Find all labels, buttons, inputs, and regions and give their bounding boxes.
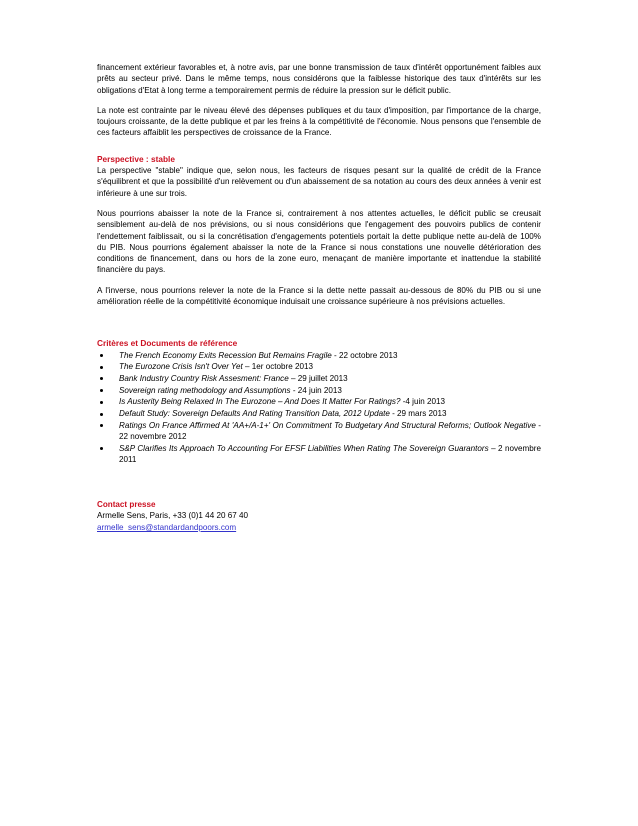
- reference-title: Ratings On France Affirmed At 'AA+/A-1+' On Commitment To Budgetary And Structural Reforms; Outlook Negative: [119, 420, 536, 430]
- paragraph-downgrade-scenario: Nous pourrions abaisser la note de la France si, contrairement à nos attentes actuelles, le déficit public se creusait sensiblement au-delà de nos prévisions, ou si nous considérions que l'engagement des pouvoirs publics de contenir l'endettement faiblissait, ou si la concrétisation d'engagements potentiels portait la dette publique nette au-delà de 100% du PIB. Nous pourrions également abaisser la note de la France si nous constations une nouvelle détérioration des conditions de financement, dans ou hors de la zone euro, menaçant de manière importante et inattendue la stabilité financière du pays.: [97, 208, 541, 275]
- reference-date: - 22 novembre 2012: [119, 420, 541, 442]
- bullet-icon: [100, 401, 103, 404]
- heading-contact-presse: Contact presse: [97, 500, 156, 510]
- reference-title: Is Austerity Being Relaxed In The Eurozone – And Does It Matter For Ratings?: [119, 397, 401, 407]
- reference-date: – 1er octobre 2013: [242, 362, 313, 372]
- contact-block: [97, 499, 541, 533]
- reference-date: – 29 juillet 2013: [288, 374, 348, 384]
- spacer: [97, 316, 541, 338]
- bullet-icon: [100, 354, 103, 357]
- reference-list: [97, 350, 541, 466]
- bullet-icon: [100, 447, 103, 450]
- list-item: [97, 385, 541, 396]
- reference-date: - 22 octobre 2013: [331, 350, 398, 360]
- spacer: [97, 466, 541, 488]
- list-item: [97, 350, 541, 361]
- paragraph-upgrade-scenario: A l'inverse, nous pourrions relever la note de la France si la dette nette passait au-dessous de 80% du PIB ou si une amélioration réelle de la compétitivité économique induisait une croissance supérieure à nos prévisions actuelles.: [97, 285, 541, 307]
- paragraph-outlook-definition: La perspective "stable" indique que, selon nous, les facteurs de risques pesant sur la qualité de crédit de la France s'équilibrent et que la possibilité d'un relèvement ou d'un abaissement de sa notation au cours des deux années à venir est inférieure à une sur trois.: [97, 166, 541, 198]
- list-item: [97, 396, 541, 407]
- reference-title: Bank Industry Country Risk Assesment: France: [119, 374, 289, 384]
- list-item: [97, 373, 541, 384]
- spacer: [97, 488, 541, 499]
- list-item: [97, 443, 541, 466]
- heading-criteres-documents: Critères et Documents de référence: [97, 338, 238, 349]
- list-item: [97, 420, 541, 443]
- reference-date: - 24 juin 2013: [290, 385, 342, 395]
- paragraph-intro-continuation: financement extérieur favorables et, à notre avis, par une bonne transmission de taux d'intérêt opportunément faibles aux prêts au secteur privé. Dans le même temps, nous considérons que la faiblesse historique des taux d'intérêts sur les obligations d'Etat à long terme a temporairement permis de réduire la pression sur le déficit public.: [97, 63, 541, 95]
- reference-title: Default Study: Sovereign Defaults And Rating Transition Data, 2012 Update: [119, 409, 390, 419]
- bullet-icon: [100, 377, 103, 380]
- reference-date: - 29 mars 2013: [389, 409, 447, 419]
- reference-title: The French Economy Exits Recession But Remains Fragile: [119, 350, 332, 360]
- reference-title: Sovereign rating methodology and Assumptions: [119, 385, 291, 395]
- reference-title: The Eurozone Crisis Isn't Over Yet: [119, 362, 243, 372]
- reference-title: S&P Clarifies Its Approach To Accounting For EFSF Liabilities When Rating The Sovereign Guarantors: [119, 443, 489, 453]
- reference-date: – 2 novembre 2011: [119, 443, 541, 465]
- bullet-icon: [100, 366, 103, 369]
- heading-perspective-stable: Perspective : stable: [97, 153, 175, 164]
- list-item: [97, 408, 541, 419]
- contact-name-phone: Armelle Sens, Paris, +33 (0)1 44 20 67 40: [97, 511, 248, 521]
- bullet-icon: [100, 424, 103, 427]
- bullet-icon: [100, 413, 103, 416]
- bullet-icon: [100, 389, 103, 392]
- paragraph-rating-constraints: La note est contrainte par le niveau élevé des dépenses publiques et du taux d'imposition, par l'importance de la charge, toujours croissante, de la dette publique et par les freins à la compétitivité de l'économie. Nous pensons que l'ensemble de ces facteurs affaiblit les perspectives de croissance de la France.: [97, 105, 541, 138]
- document-content-column: [97, 62, 541, 533]
- contact-email-link[interactable]: armelle_sens@standardandpoors.com: [97, 522, 237, 532]
- list-item: [97, 361, 541, 372]
- reference-date: -4 juin 2013: [400, 397, 446, 407]
